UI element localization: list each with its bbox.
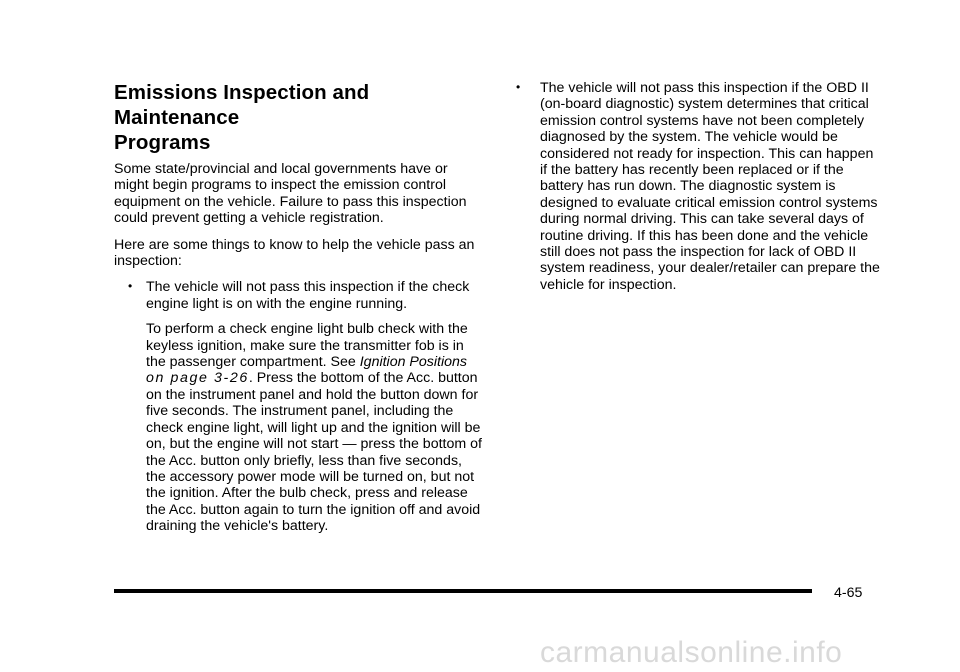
bullet-glyph: • <box>516 80 521 94</box>
lead-paragraph: Here are some things to know to help the vehicle pass an inspection: <box>114 236 475 270</box>
bullet-1-text: The vehicle will not pass this inspection if the check engine light is on with the engine running. <box>146 279 470 312</box>
detail-after: . Press the bottom of the Acc. button on the instrument panel and hold the button down for five seconds. The instrument panel, including the check engine light, will light up and the ignition will be on, but the engine will not start — press the bottom of the Acc. button only briefly, less than five seconds, the accessory power mode will be turned on, but not the ignition. After the bulb check, press and release the Acc. button again to turn the ignition off and avoid draining the vehicle's battery. <box>146 370 482 535</box>
detail-before: To perform a check engine light bulb check with the keyless ignition, make sure the transmitter fob is in the passenger compartment. See <box>146 321 468 371</box>
section-title <box>114 80 484 155</box>
xref-link-title[interactable]: Ignition Positions <box>359 354 467 371</box>
footer-rule <box>114 589 812 593</box>
bullet-2-text: The vehicle will not pass this inspection if the OBD II (on-board diagnostic) system determines that critical emission control systems have not been completely diagnosed by the system. The vehicle would be considered not ready for inspection. This can happen if the battery has recently been replaced or if the battery has run down. The diagnostic system is designed to evaluate critical emission control systems during normal driving. This can take several days of routine driving. If this has been done and the vehicle still does not pass the inspection for lack of OBD II system readiness, your dealer/retailer can prepare the vehicle for inspection. <box>540 80 880 293</box>
title-line-1: Emissions Inspection and Maintenance <box>114 81 370 129</box>
right-column <box>508 80 880 302</box>
intro-paragraph: Some state/provincial and local governments have or might begin programs to inspect the emission control equipment on the vehicle. Failure to pass this inspection could prevent getting a vehicle registration. <box>114 161 467 227</box>
left-column <box>114 80 484 535</box>
title-line-2: Programs <box>114 131 211 154</box>
bullet-item-1 <box>114 279 484 312</box>
bullet-glyph: • <box>128 279 133 294</box>
xref-link-page[interactable]: on page 3-26 <box>146 370 249 387</box>
watermark: carmanualsonline.info <box>540 636 843 669</box>
page-number: 4-65 <box>834 585 863 601</box>
bullet-item-2 <box>508 80 880 293</box>
bullet-1-detail <box>114 321 484 534</box>
